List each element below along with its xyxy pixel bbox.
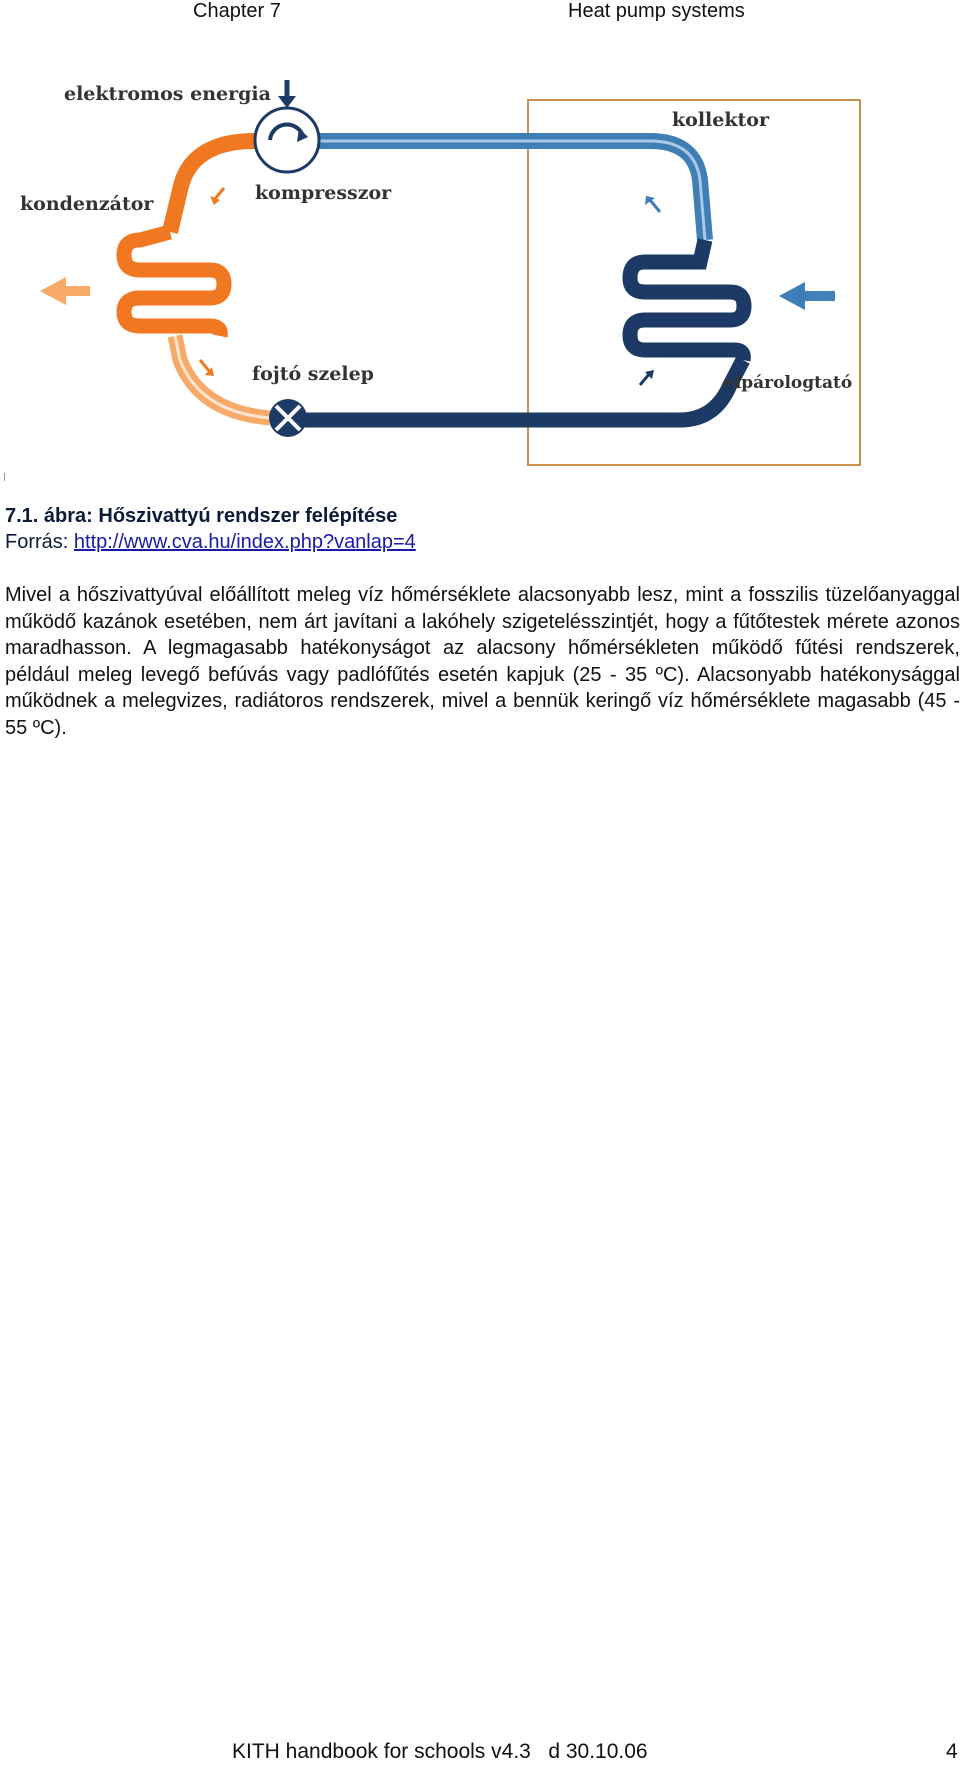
heat-in-arrow (779, 282, 835, 310)
page-number: 4 (946, 1740, 958, 1763)
header-title: Heat pump systems (568, 0, 745, 22)
flow-arrow-cold-top (650, 200, 660, 212)
page-header (0, 0, 960, 26)
figure-source (5, 531, 416, 554)
heat-pump-diagram (0, 60, 880, 480)
label-collector: kollektor (672, 109, 769, 131)
flow-arrow-hot-low (200, 360, 210, 372)
evaporator-coil (300, 240, 744, 420)
compressor (255, 108, 319, 172)
label-valve: fojtó szelep (252, 363, 374, 385)
footer-text: KITH handbook for schools v4.3 d 30.10.06 (232, 1740, 648, 1763)
figure-tick (4, 473, 5, 481)
heat-out-arrow (40, 277, 90, 305)
body-paragraph: Mivel a hőszivattyúval előállított meleg víz hőmérséklete alacsonyabb lesz, mint a fosszilis tüzelőanyaggal működő kazánok esetében, nem árt javítani a lakóhely szigetelésszintjét, hogy a fűtőtestek mérete azonos maradhasson. A legmagasabb hatékonyságot az alacsony hőmérsékleten működő fűtési rendszerek, például meleg levegő befúvás vagy padlófűtés esetén kapjuk (25 - 35 ºC). Alacsonyabb hatékonysággal működnek a melegvizes, radiátoros rendszerek, mivel a bennük keringő víz hőmérséklete magasabb (45 - 55 ºC). (5, 584, 960, 739)
flow-arrow-hot (214, 188, 224, 200)
source-prefix: Forrás: (5, 531, 74, 553)
label-condenser: kondenzátor (20, 193, 154, 215)
chapter-label: Chapter 7 (193, 0, 281, 22)
label-evaporator: elpárologtató (724, 373, 853, 393)
label-electric: elektromos energia (64, 83, 271, 105)
condenser-coil (124, 232, 270, 418)
figure-caption: 7.1. ábra: Hőszivattyú rendszer felépítése (5, 505, 398, 527)
hot-pipe-top (170, 141, 255, 232)
label-compressor: kompresszor (255, 182, 392, 204)
source-link[interactable]: http://www.cva.hu/index.php?vanlap=4 (73, 531, 416, 553)
